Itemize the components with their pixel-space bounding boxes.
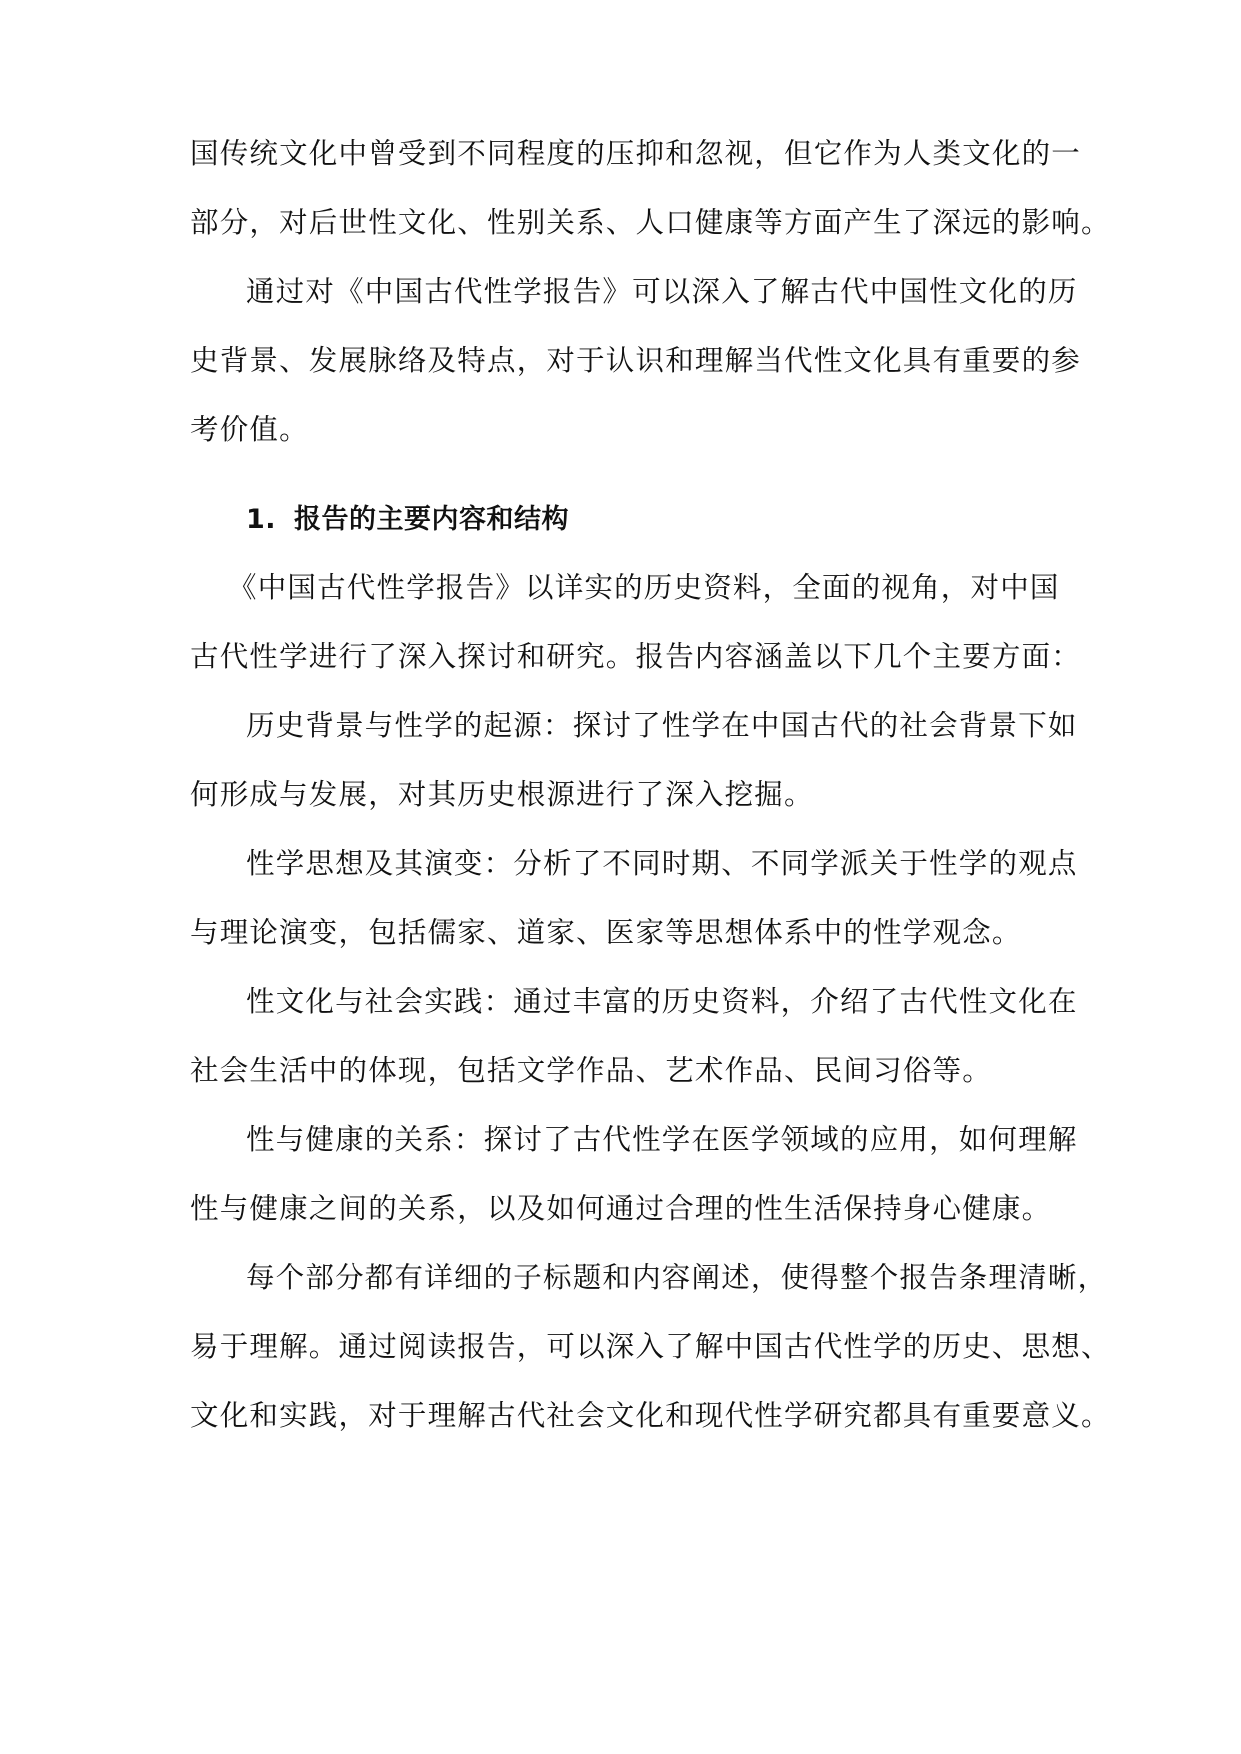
paragraph-line: 史背景、发展脉络及特点，对于认识和理解当代性文化具有重要的参 bbox=[190, 344, 1082, 377]
paragraph-line: 易于理解。通过阅读报告，可以深入了解中国古代性学的历史、思想、 bbox=[190, 1330, 1111, 1363]
paragraph-line: 通过对《中国古代性学报告》可以深入了解古代中国性文化的历 bbox=[246, 275, 1078, 308]
paragraph-line: 国传统文化中曾受到不同程度的压抑和忽视，但它作为人类文化的一 bbox=[190, 137, 1082, 170]
paragraph-line: 性与健康之间的关系，以及如何通过合理的性生活保持身心健康。 bbox=[190, 1192, 1052, 1225]
paragraph-line: 性学思想及其演变：分析了不同时期、不同学派关于性学的观点 bbox=[246, 847, 1078, 880]
paragraph-line: 古代性学进行了深入探讨和研究。报告内容涵盖以下几个主要方面： bbox=[190, 640, 1082, 673]
paragraph-line: 文化和实践，对于理解古代社会文化和现代性学研究都具有重要意义。 bbox=[190, 1399, 1111, 1432]
section-number: 1. bbox=[246, 504, 277, 535]
paragraph-line: 性文化与社会实践：通过丰富的历史资料，介绍了古代性文化在 bbox=[246, 985, 1078, 1018]
paragraph-line: 历史背景与性学的起源：探讨了性学在中国古代的社会背景下如 bbox=[246, 709, 1078, 742]
paragraph-line: 何形成与发展，对其历史根源进行了深入挖掘。 bbox=[190, 778, 814, 811]
paragraph-line: 与理论演变，包括儒家、道家、医家等思想体系中的性学观念。 bbox=[190, 916, 1022, 949]
paragraph-line: 性与健康的关系：探讨了古代性学在医学领域的应用，如何理解 bbox=[246, 1123, 1078, 1156]
paragraph-line: 每个部分都有详细的子标题和内容阐述，使得整个报告条理清晰， bbox=[246, 1261, 1108, 1294]
paragraph-line: 考价值。 bbox=[190, 413, 309, 446]
section-heading bbox=[246, 500, 569, 540]
paragraph-line: 《中国古代性学报告》以详实的历史资料，全面的视角，对中国 bbox=[228, 571, 1060, 604]
paragraph-line: 社会生活中的体现，包括文学作品、艺术作品、民间习俗等。 bbox=[190, 1054, 992, 1087]
section-title: 报告的主要内容和结构 bbox=[294, 504, 570, 535]
paragraph-line: 部分，对后世性文化、性别关系、人口健康等方面产生了深远的影响。 bbox=[190, 206, 1111, 239]
